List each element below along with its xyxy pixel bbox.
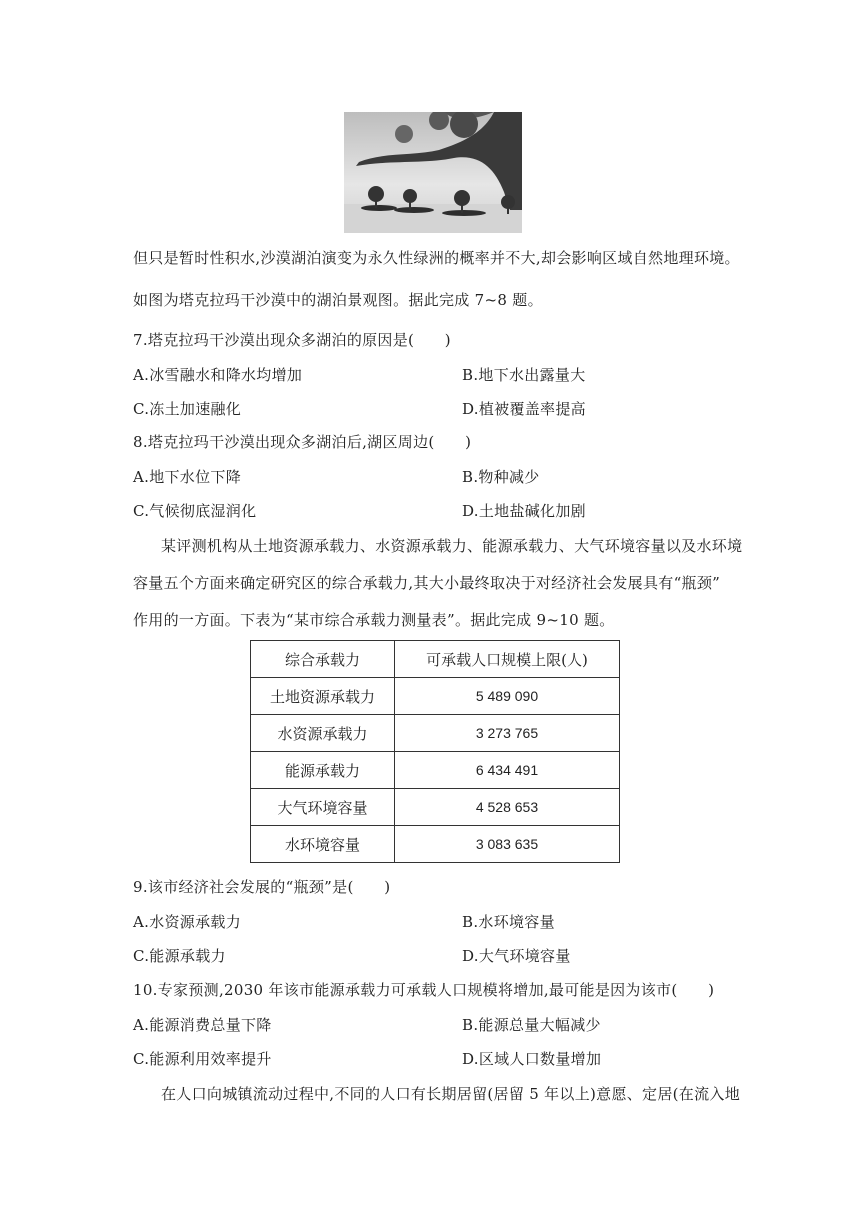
intro-line-2: 如图为塔克拉玛干沙漠中的湖泊景观图。据此完成 7~8 题。 xyxy=(133,291,543,309)
question-10-option-a: A.能源消费总量下降 xyxy=(133,1016,272,1034)
question-7-stem: 7.塔克拉玛干沙漠出现众多湖泊的原因是( ) xyxy=(133,331,451,349)
question-8-option-b: B.物种减少 xyxy=(462,468,540,486)
table-header-row xyxy=(251,641,620,678)
question-9-stem: 9.该市经济社会发展的“瓶颈”是( ) xyxy=(133,878,391,896)
table-header-cell: 综合承载力 xyxy=(251,641,395,678)
lake-landscape-illustration xyxy=(344,112,522,233)
table-header-cell: 可承载人口规模上限(人) xyxy=(395,641,620,678)
question-10-option-b: B.能源总量大幅减少 xyxy=(462,1016,601,1034)
question-7-option-a: A.冰雪融水和降水均增加 xyxy=(133,366,303,384)
question-10-stem: 10.专家预测,2030 年该市能源承载力可承载人口规模将增加,最可能是因为该市( ) xyxy=(133,981,715,999)
table-row xyxy=(251,826,620,863)
question-10-option-d: D.区域人口数量增加 xyxy=(462,1050,602,1068)
question-7-option-b: B.地下水出露量大 xyxy=(462,366,586,384)
passage-2-line-1: 某评测机构从土地资源承载力、水资源承载力、能源承载力、大气环境容量以及水环境 xyxy=(161,537,743,555)
table-cell-value: 3 083 635 xyxy=(395,826,620,863)
carrying-capacity-table xyxy=(250,640,620,863)
table-cell-label: 水资源承载力 xyxy=(251,715,395,752)
question-8-option-a: A.地下水位下降 xyxy=(133,468,242,486)
question-9-option-a: A.水资源承载力 xyxy=(133,913,242,931)
table-cell-value: 5 489 090 xyxy=(395,678,620,715)
passage-2-line-2: 容量五个方面来确定研究区的综合承载力,其大小最终取决于对经济社会发展具有“瓶颈” xyxy=(133,574,721,592)
table-row xyxy=(251,752,620,789)
question-10-option-c: C.能源利用效率提升 xyxy=(133,1050,272,1068)
table-cell-label: 大气环境容量 xyxy=(251,789,395,826)
table-row xyxy=(251,715,620,752)
table-cell-value: 6 434 491 xyxy=(395,752,620,789)
question-7-option-c: C.冻土加速融化 xyxy=(133,400,242,418)
question-8-option-c: C.气候彻底湿润化 xyxy=(133,502,257,520)
intro-line-1: 但只是暂时性积水,沙漠湖泊演变为永久性绿洲的概率并不大,却会影响区域自然地理环境。 xyxy=(133,249,740,267)
lake-landscape-photo xyxy=(344,112,522,233)
question-7-option-d: D.植被覆盖率提高 xyxy=(462,400,586,418)
table-cell-value: 4 528 653 xyxy=(395,789,620,826)
table-cell-value: 3 273 765 xyxy=(395,715,620,752)
question-9-option-d: D.大气环境容量 xyxy=(462,947,571,965)
passage-2-line-3: 作用的一方面。下表为“某市综合承载力测量表”。据此完成 9~10 题。 xyxy=(133,611,615,629)
table-row xyxy=(251,789,620,826)
table-cell-label: 能源承载力 xyxy=(251,752,395,789)
question-9-option-b: B.水环境容量 xyxy=(462,913,555,931)
passage-3-line-1: 在人口向城镇流动过程中,不同的人口有长期居留(居留 5 年以上)意愿、定居(在流入地 xyxy=(161,1085,741,1103)
question-9-option-c: C.能源承载力 xyxy=(133,947,226,965)
question-8-stem: 8.塔克拉玛干沙漠出现众多湖泊后,湖区周边( ) xyxy=(133,433,472,451)
question-8-option-d: D.土地盐碱化加剧 xyxy=(462,502,586,520)
table-cell-label: 土地资源承载力 xyxy=(251,678,395,715)
table-cell-label: 水环境容量 xyxy=(251,826,395,863)
table-row xyxy=(251,678,620,715)
